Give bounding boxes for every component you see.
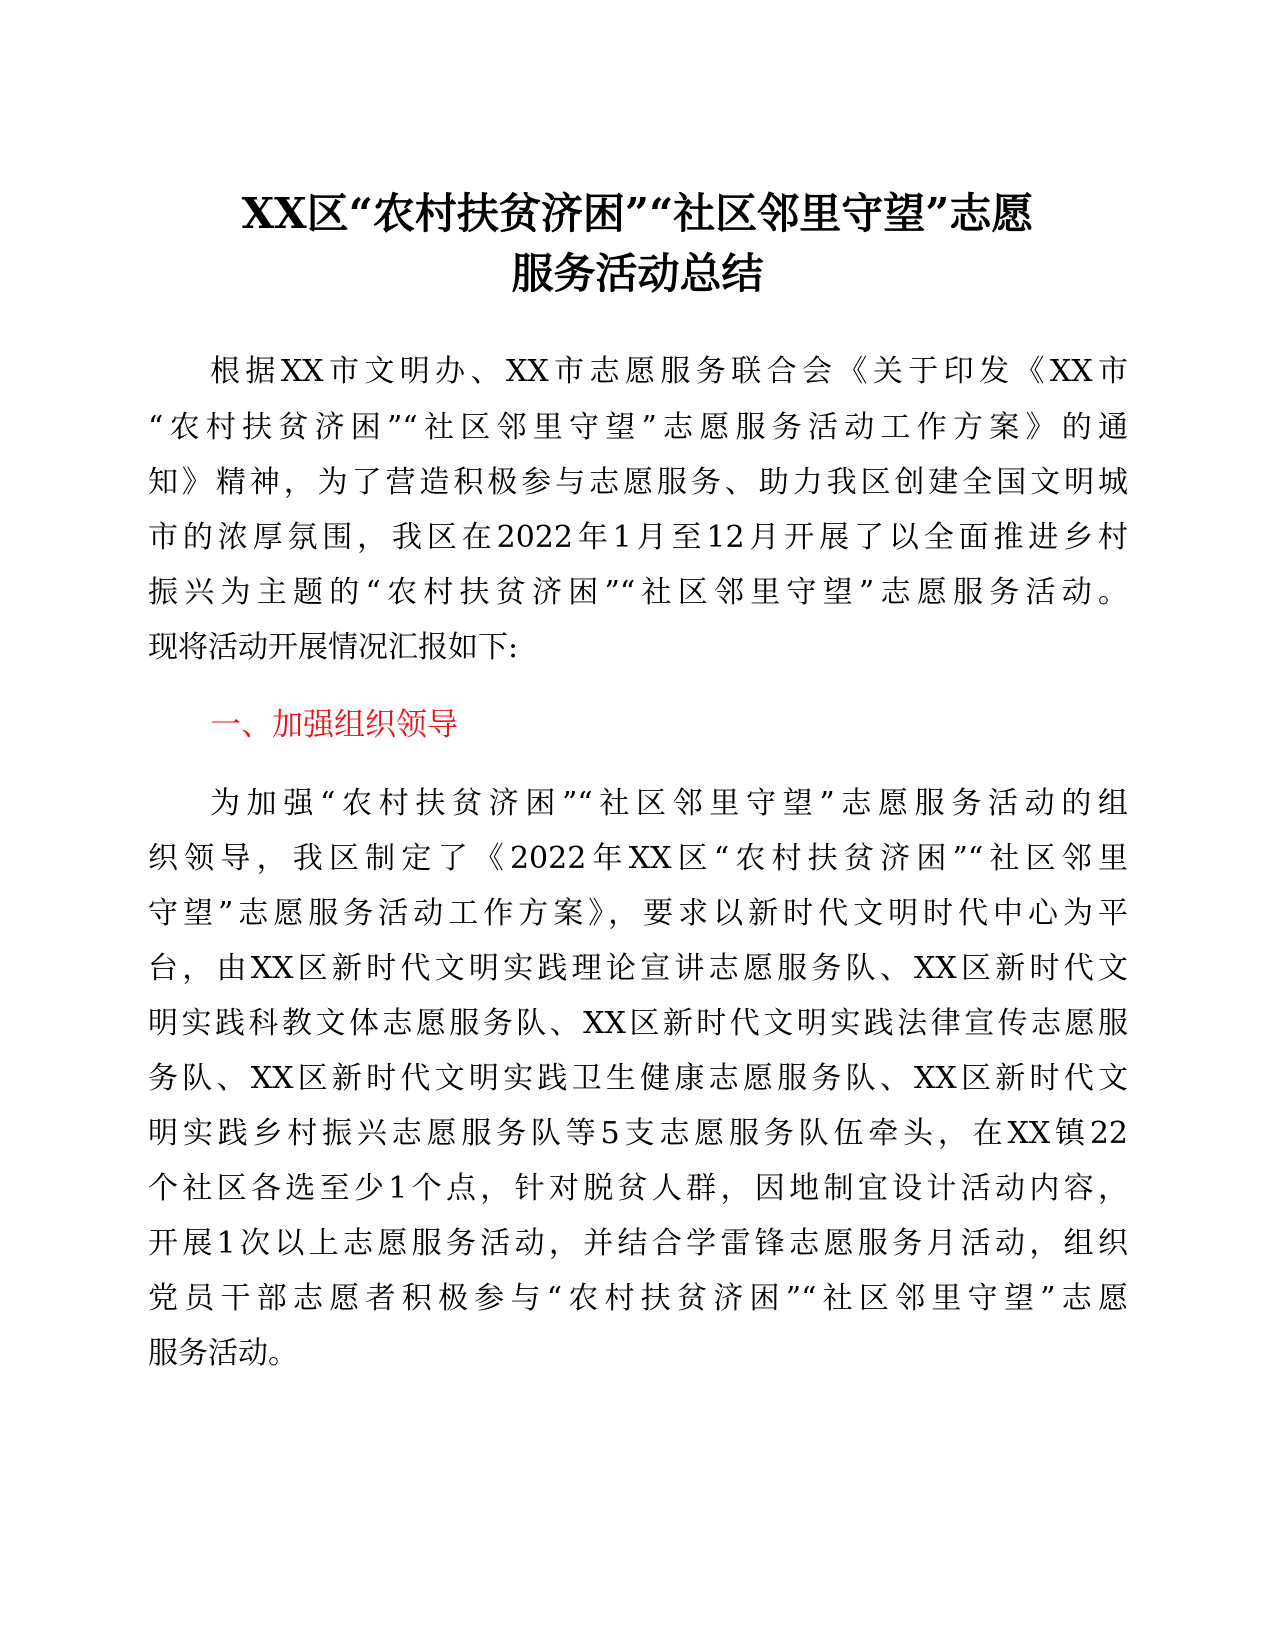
- section-1-line: 织领导，我区制定了《2022年XX区“农村扶贫济困”“社区邻里: [148, 841, 1128, 876]
- intro-line: 市的浓厚氛围，我区在2022年1月至12月开展了以全面推进乡村: [148, 520, 1128, 555]
- section-1-line: 党员干部志愿者积极参与“农村扶贫济困”“社区邻里守望”志愿: [148, 1281, 1128, 1316]
- section-1-line: 开展1次以上志愿服务活动，并结合学雷锋志愿服务月活动，组织: [148, 1226, 1128, 1261]
- intro-line: “农村扶贫济困”“社区邻里守望”志愿服务活动工作方案》的通: [148, 410, 1128, 445]
- section-1-line: 明实践乡村振兴志愿服务队等5支志愿服务队伍牵头，在XX镇22: [148, 1116, 1128, 1151]
- intro-line: 知》精神，为了营造积极参与志愿服务、助力我区创建全国文明城: [148, 465, 1128, 500]
- section-1-line: 台，由XX区新时代文明实践理论宣讲志愿服务队、XX区新时代文: [148, 951, 1128, 986]
- section-1-line: 守望”志愿服务活动工作方案》，要求以新时代文明时代中心为平: [148, 896, 1128, 931]
- intro-line: 振兴为主题的“农村扶贫济困”“社区邻里守望”志愿服务活动。: [148, 575, 1128, 610]
- document-title-line-1: XX区“农村扶贫济困”“社区邻里守望”志愿: [241, 189, 1034, 238]
- section-1-line: 明实践科教文体志愿服务队、XX区新时代文明实践法律宣传志愿服: [148, 1006, 1128, 1041]
- section-1-line: 服务活动。: [148, 1336, 298, 1371]
- document-title-line-2: 服务活动总结: [511, 249, 764, 298]
- section-1-line: 务队、XX区新时代文明实践卫生健康志愿服务队、XX区新时代文: [148, 1061, 1128, 1096]
- section-1-heading: 一、加强组织领导: [210, 707, 458, 743]
- intro-line: 现将活动开展情况汇报如下:: [148, 630, 519, 665]
- intro-line: 根据XX市文明办、XX市志愿服务联合会《关于印发《XX市: [210, 354, 1128, 389]
- section-1-line: 个社区各选至少1个点，针对脱贫人群，因地制宜设计活动内容，: [148, 1171, 1128, 1206]
- section-1-line: 为加强“农村扶贫济困”“社区邻里守望”志愿服务活动的组: [210, 786, 1128, 821]
